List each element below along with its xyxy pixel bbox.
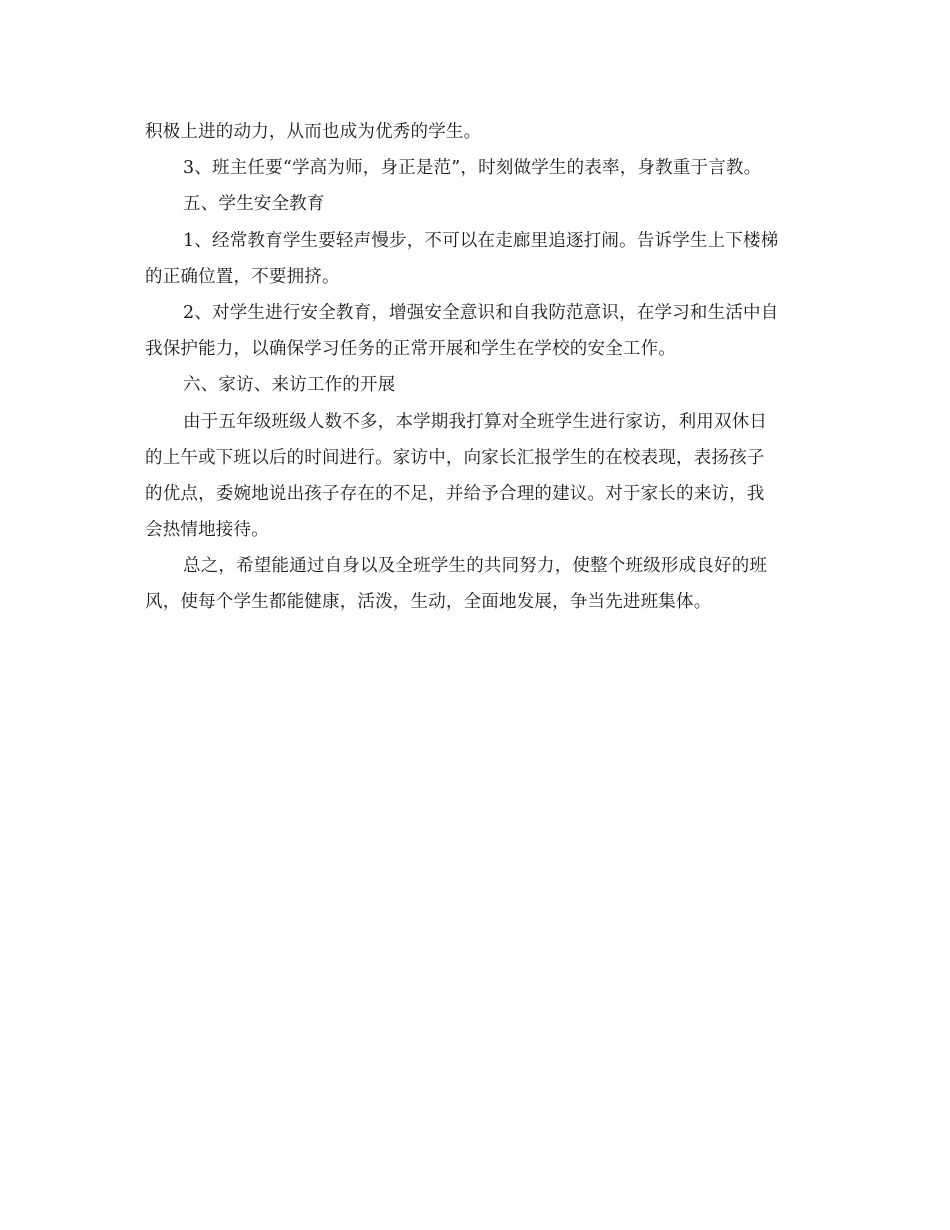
paragraph-line: 风，使每个学生都能健康，活泼，生动，全面地发展，争当先进班集体。 (145, 592, 712, 613)
paragraph-line: 由于五年级班级人数不多，本学期我打算对全班学生进行家访，利用双休日 (183, 411, 768, 432)
document-page (145, 114, 807, 621)
section-heading: 六、家访、来访工作的开展 (183, 375, 396, 396)
paragraph-line: 的正确位置，不要拥挤。 (145, 266, 340, 287)
paragraph-line: 1、经常教育学生要轻声慢步，不可以在走廊里追逐打闹。告诉学生上下楼梯 (183, 230, 779, 251)
paragraph-line: 总之，希望能通过自身以及全班学生的共同努力，使整个班级形成良好的班 (183, 556, 768, 577)
paragraph-line: 我保护能力，以确保学习任务的正常开展和学生在学校的安全工作。 (145, 339, 676, 360)
paragraph-line: 积极上进的动力，从而也成为优秀的学生。 (145, 122, 482, 142)
paragraph-line: 2、对学生进行安全教育，增强安全意识和自我防范意识，在学习和生活中自 (183, 302, 779, 323)
paragraph-line: 3、班主任要“学高为师，身正是范”，时刻做学生的表率，身教重于言教。 (183, 158, 762, 179)
paragraph-line: 会热情地接待。 (145, 520, 269, 541)
section-heading: 五、学生安全教育 (183, 194, 325, 215)
paragraph-line: 的优点，委婉地说出孩子存在的不足，并给予合理的建议。对于家长的来访，我 (145, 483, 765, 504)
paragraph-line: 的上午或下班以后的时间进行。家访中，向家长汇报学生的在校表现，表扬孩子 (145, 447, 765, 468)
